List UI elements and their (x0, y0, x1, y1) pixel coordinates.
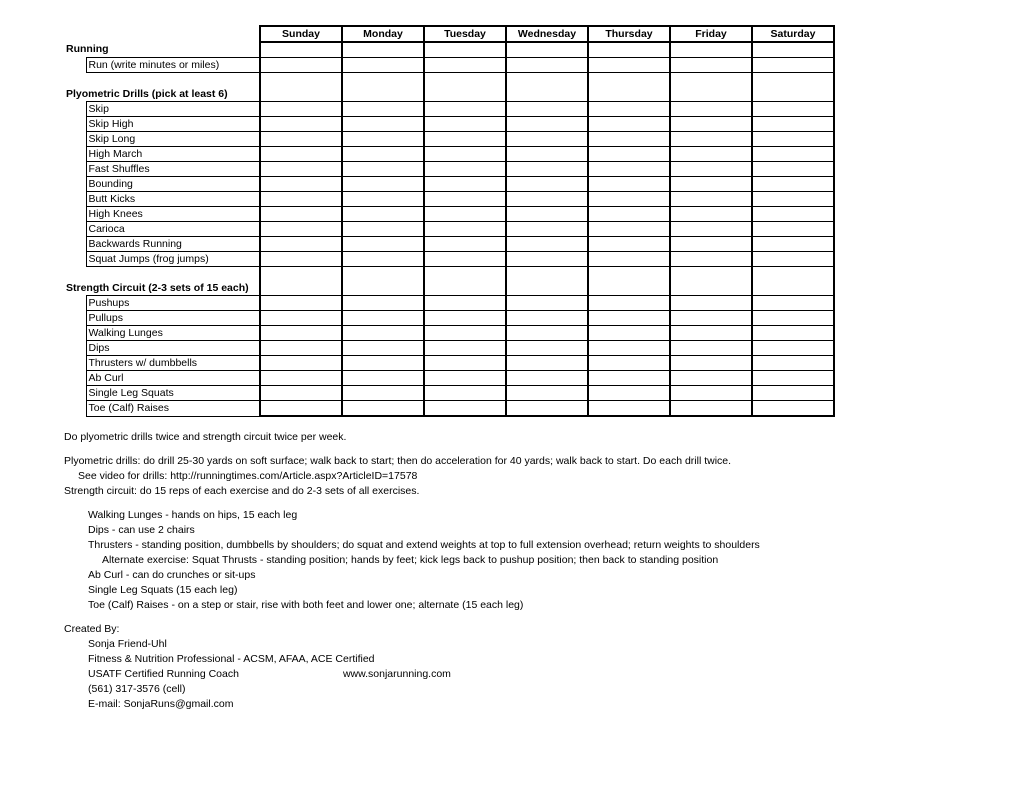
author-coach-line (64, 667, 994, 682)
day-entry-cell[interactable] (342, 341, 424, 356)
day-entry-cell[interactable] (424, 371, 506, 386)
day-entry-cell[interactable] (260, 132, 342, 147)
day-entry-cell[interactable] (506, 371, 588, 386)
day-entry-cell[interactable] (588, 147, 670, 162)
author-email: E-mail: SonjaRuns@gmail.com (88, 698, 234, 710)
day-entry-cell[interactable] (424, 117, 506, 132)
day-entry-cell[interactable] (424, 73, 506, 88)
day-entry-cell[interactable] (588, 102, 670, 117)
exercise-row (64, 326, 834, 341)
exercise-label: Run (write minutes or miles) (86, 58, 260, 73)
day-entry-cell[interactable] (506, 296, 588, 311)
exercise-label: Pullups (86, 311, 260, 326)
day-entry-cell[interactable] (260, 222, 342, 237)
day-entry-cell[interactable] (506, 132, 588, 147)
day-entry-cell[interactable] (670, 132, 752, 147)
day-entry-cell[interactable] (342, 326, 424, 341)
exercise-row (64, 386, 834, 401)
day-entry-cell[interactable] (260, 326, 342, 341)
day-header: Friday (670, 26, 752, 42)
day-entry-cell[interactable] (588, 296, 670, 311)
day-entry-cell[interactable] (752, 147, 834, 162)
day-entry-cell[interactable] (588, 117, 670, 132)
day-entry-cell[interactable] (752, 87, 834, 102)
day-entry-cell[interactable] (752, 117, 834, 132)
day-entry-cell[interactable] (342, 386, 424, 401)
day-header: Tuesday (424, 26, 506, 42)
day-entry-cell[interactable] (670, 237, 752, 252)
exercise-label: Butt Kicks (86, 192, 260, 207)
section-header-row (64, 281, 834, 296)
strength-instructions: Strength circuit: do 15 reps of each exercise and do 2-3 sets of all exercises. (64, 485, 420, 497)
section-title: Strength Circuit (2-3 sets of 15 each) (66, 281, 249, 294)
day-entry-cell[interactable] (752, 42, 834, 58)
day-entry-cell[interactable] (670, 162, 752, 177)
exercise-label: Pushups (86, 296, 260, 311)
day-entry-cell[interactable] (342, 356, 424, 371)
day-entry-cell[interactable] (424, 207, 506, 222)
day-entry-cell[interactable] (260, 296, 342, 311)
weekly-training-log (64, 25, 835, 417)
day-entry-cell[interactable] (588, 281, 670, 296)
day-entry-cell[interactable] (260, 42, 342, 58)
day-entry-cell[interactable] (506, 162, 588, 177)
section-header-row (64, 42, 834, 58)
section-title: Plyometric Drills (pick at least 6) (66, 87, 228, 100)
exercise-row (64, 401, 834, 417)
exercise-label: Ab Curl (86, 371, 260, 386)
created-by-label: Created By: (64, 623, 120, 635)
day-entry-cell[interactable] (506, 252, 588, 267)
day-entry-cell[interactable] (260, 147, 342, 162)
day-entry-cell[interactable] (260, 341, 342, 356)
day-entry-cell[interactable] (260, 73, 342, 88)
exercise-label: Toe (Calf) Raises (86, 401, 260, 417)
day-entry-cell[interactable] (752, 371, 834, 386)
day-header: Saturday (752, 26, 834, 42)
section-header-row (64, 87, 834, 102)
day-entry-cell[interactable] (342, 281, 424, 296)
day-entry-cell[interactable] (260, 117, 342, 132)
exercise-row (64, 341, 834, 356)
day-entry-cell[interactable] (342, 237, 424, 252)
day-entry-cell[interactable] (752, 192, 834, 207)
day-entry-cell[interactable] (588, 73, 670, 88)
day-entry-cell[interactable] (588, 162, 670, 177)
day-entry-cell[interactable] (424, 162, 506, 177)
day-entry-cell[interactable] (260, 267, 342, 282)
day-entry-cell[interactable] (670, 371, 752, 386)
day-entry-cell[interactable] (670, 311, 752, 326)
day-entry-cell[interactable] (342, 147, 424, 162)
day-entry-cell[interactable] (506, 267, 588, 282)
day-entry-cell[interactable] (506, 207, 588, 222)
day-entry-cell[interactable] (342, 296, 424, 311)
day-entry-cell[interactable] (752, 356, 834, 371)
day-entry-cell[interactable] (342, 207, 424, 222)
day-entry-cell[interactable] (260, 192, 342, 207)
day-entry-cell[interactable] (260, 177, 342, 192)
day-entry-cell[interactable] (424, 222, 506, 237)
exercise-row (64, 58, 834, 73)
day-entry-cell[interactable] (342, 87, 424, 102)
exercise-row (64, 371, 834, 386)
day-entry-cell[interactable] (506, 42, 588, 58)
exercise-row (64, 177, 834, 192)
exercise-label: High March (86, 147, 260, 162)
note-toe-raises: Toe (Calf) Raises - on a step or stair, rise with both feet and lower one; alternate (15 each leg) (88, 599, 524, 611)
day-entry-cell[interactable] (670, 281, 752, 296)
day-entry-cell[interactable] (506, 281, 588, 296)
day-entry-cell[interactable] (588, 42, 670, 58)
day-entry-cell[interactable] (342, 73, 424, 88)
day-entry-cell[interactable] (670, 207, 752, 222)
exercise-label: Squat Jumps (frog jumps) (86, 252, 260, 267)
day-entry-cell[interactable] (752, 401, 834, 417)
day-entry-cell[interactable] (424, 281, 506, 296)
day-entry-cell[interactable] (588, 132, 670, 147)
day-entry-cell[interactable] (424, 341, 506, 356)
exercise-row (64, 102, 834, 117)
day-entry-cell[interactable] (588, 87, 670, 102)
exercise-label: Single Leg Squats (86, 386, 260, 401)
day-entry-cell[interactable] (424, 177, 506, 192)
day-entry-cell[interactable] (342, 192, 424, 207)
day-entry-cell[interactable] (424, 102, 506, 117)
day-entry-cell[interactable] (506, 87, 588, 102)
day-entry-cell[interactable] (342, 401, 424, 417)
day-entry-cell[interactable] (752, 58, 834, 73)
day-header: Sunday (260, 26, 342, 42)
day-entry-cell[interactable] (506, 147, 588, 162)
day-entry-cell[interactable] (752, 296, 834, 311)
day-entry-cell[interactable] (424, 252, 506, 267)
note-thrusters: Thrusters - standing position, dumbbells by shoulders; do squat and extend weights at top to full extension overhead; return weights to shoulders (88, 539, 760, 551)
day-entry-cell[interactable] (342, 267, 424, 282)
author-name: Sonja Friend-Uhl (88, 638, 167, 650)
day-entry-cell[interactable] (670, 58, 752, 73)
note-walking-lunges: Walking Lunges - hands on hips, 15 each leg (88, 509, 298, 521)
day-entry-cell[interactable] (670, 147, 752, 162)
day-entry-cell[interactable] (342, 177, 424, 192)
author-credential: Fitness & Nutrition Professional - ACSM, AFAA, ACE Certified (88, 653, 375, 665)
day-entry-cell[interactable] (752, 341, 834, 356)
day-entry-cell[interactable] (588, 252, 670, 267)
exercise-label: Carioca (86, 222, 260, 237)
day-entry-cell[interactable] (424, 237, 506, 252)
note-dips: Dips - can use 2 chairs (88, 524, 195, 536)
day-entry-cell[interactable] (752, 326, 834, 341)
day-entry-cell[interactable] (588, 356, 670, 371)
day-entry-cell[interactable] (424, 326, 506, 341)
day-entry-cell[interactable] (588, 192, 670, 207)
day-entry-cell[interactable] (260, 371, 342, 386)
day-entry-cell[interactable] (506, 58, 588, 73)
day-entry-cell[interactable] (260, 356, 342, 371)
exercise-row (64, 356, 834, 371)
day-entry-cell[interactable] (342, 252, 424, 267)
day-entry-cell[interactable] (424, 356, 506, 371)
exercise-row (64, 192, 834, 207)
day-entry-cell[interactable] (588, 371, 670, 386)
day-entry-cell[interactable] (588, 341, 670, 356)
day-entry-cell[interactable] (670, 192, 752, 207)
day-entry-cell[interactable] (424, 58, 506, 73)
day-entry-cell[interactable] (260, 311, 342, 326)
day-entry-cell[interactable] (260, 87, 342, 102)
day-entry-cell[interactable] (588, 177, 670, 192)
day-entry-cell[interactable] (260, 401, 342, 417)
day-entry-cell[interactable] (424, 87, 506, 102)
day-entry-cell[interactable] (670, 87, 752, 102)
day-entry-cell[interactable] (752, 162, 834, 177)
day-entry-cell[interactable] (752, 252, 834, 267)
day-entry-cell[interactable] (506, 326, 588, 341)
day-entry-cell[interactable] (342, 222, 424, 237)
day-entry-cell[interactable] (752, 207, 834, 222)
day-entry-cell[interactable] (670, 386, 752, 401)
note-single-leg-squats: Single Leg Squats (15 each leg) (88, 584, 238, 596)
day-entry-cell[interactable] (752, 281, 834, 296)
day-entry-cell[interactable] (588, 267, 670, 282)
day-entry-cell[interactable] (260, 386, 342, 401)
day-entry-cell[interactable] (424, 401, 506, 417)
exercise-row (64, 252, 834, 267)
day-entry-cell[interactable] (424, 267, 506, 282)
exercise-label: Skip (86, 102, 260, 117)
day-entry-cell[interactable] (670, 222, 752, 237)
day-entry-cell[interactable] (670, 356, 752, 371)
exercise-label: Thrusters w/ dumbbells (86, 356, 260, 371)
day-entry-cell[interactable] (424, 42, 506, 58)
day-entry-cell[interactable] (506, 356, 588, 371)
day-entry-cell[interactable] (342, 117, 424, 132)
exercise-row (64, 132, 834, 147)
day-entry-cell[interactable] (506, 341, 588, 356)
day-entry-cell[interactable] (670, 177, 752, 192)
day-entry-cell[interactable] (342, 162, 424, 177)
day-entry-cell[interactable] (670, 42, 752, 58)
exercise-label: Skip Long (86, 132, 260, 147)
author-phone: (561) 317-3576 (cell) (88, 683, 186, 695)
day-entry-cell[interactable] (506, 177, 588, 192)
exercise-label: Walking Lunges (86, 326, 260, 341)
exercise-row (64, 147, 834, 162)
day-entry-cell[interactable] (752, 102, 834, 117)
exercise-label: High Knees (86, 207, 260, 222)
day-entry-cell[interactable] (670, 341, 752, 356)
day-entry-cell[interactable] (506, 117, 588, 132)
exercise-row (64, 117, 834, 132)
section-title: Running (66, 43, 109, 55)
day-entry-cell[interactable] (506, 222, 588, 237)
exercise-row (64, 222, 834, 237)
day-entry-cell[interactable] (342, 58, 424, 73)
frequency-note: Do plyometric drills twice and strength circuit twice per week. (64, 431, 347, 443)
day-entry-cell[interactable] (424, 311, 506, 326)
exercise-label: Fast Shuffles (86, 162, 260, 177)
day-entry-cell[interactable] (670, 117, 752, 132)
day-entry-cell[interactable] (588, 386, 670, 401)
note-ab-curl: Ab Curl - can do crunches or sit-ups (88, 569, 256, 581)
day-entry-cell[interactable] (506, 401, 588, 417)
day-entry-cell[interactable] (752, 177, 834, 192)
website-link[interactable]: www.sonjarunning.com (342, 668, 451, 680)
day-entry-cell[interactable] (588, 237, 670, 252)
day-entry-cell[interactable] (752, 311, 834, 326)
day-entry-cell[interactable] (588, 326, 670, 341)
exercise-label: Bounding (86, 177, 260, 192)
day-entry-cell[interactable] (588, 207, 670, 222)
exercise-row (64, 237, 834, 252)
exercise-row (64, 162, 834, 177)
day-entry-cell[interactable] (670, 296, 752, 311)
day-entry-cell[interactable] (752, 267, 834, 282)
day-entry-cell[interactable] (588, 311, 670, 326)
day-entry-cell[interactable] (260, 252, 342, 267)
plyo-instructions: Plyometric drills: do drill 25-30 yards on soft surface; walk back to start; then do acceleration for 40 yards; walk back to start. Do each drill twice. (64, 455, 732, 467)
exercise-label: Skip High (86, 117, 260, 132)
exercise-row (64, 296, 834, 311)
author-credential: USATF Certified Running Coach (88, 668, 239, 680)
day-entry-cell[interactable] (752, 222, 834, 237)
day-entry-cell[interactable] (670, 102, 752, 117)
day-entry-cell[interactable] (260, 281, 342, 296)
day-entry-cell[interactable] (260, 58, 342, 73)
day-entry-cell[interactable] (506, 386, 588, 401)
day-header: Thursday (588, 26, 670, 42)
day-entry-cell[interactable] (506, 311, 588, 326)
exercise-row (64, 311, 834, 326)
video-link-note: See video for drills: http://runningtimes.com/Article.aspx?ArticleID=17578 (78, 470, 418, 482)
day-entry-cell[interactable] (752, 132, 834, 147)
day-entry-cell[interactable] (342, 102, 424, 117)
day-entry-cell[interactable] (588, 58, 670, 73)
day-entry-cell[interactable] (342, 311, 424, 326)
day-entry-cell[interactable] (260, 162, 342, 177)
day-entry-cell[interactable] (260, 237, 342, 252)
day-entry-cell[interactable] (670, 326, 752, 341)
day-entry-cell[interactable] (752, 73, 834, 88)
day-entry-cell[interactable] (670, 401, 752, 417)
day-entry-cell[interactable] (752, 237, 834, 252)
day-header: Monday (342, 26, 424, 42)
log-body (64, 42, 834, 416)
day-entry-cell[interactable] (752, 386, 834, 401)
note-alternate-exercise: Alternate exercise: Squat Thrusts - standing position; hands by feet; kick legs back to pushup position; then back to standing position (102, 554, 719, 566)
day-entry-cell[interactable] (424, 147, 506, 162)
day-entry-cell[interactable] (424, 386, 506, 401)
exercise-row (64, 207, 834, 222)
day-entry-cell[interactable] (506, 237, 588, 252)
day-header-row (64, 26, 834, 42)
day-header: Wednesday (506, 26, 588, 42)
day-entry-cell[interactable] (506, 192, 588, 207)
instructions-notes (64, 430, 994, 712)
exercise-label: Dips (86, 341, 260, 356)
day-entry-cell[interactable] (424, 296, 506, 311)
day-entry-cell[interactable] (342, 42, 424, 58)
exercise-label: Backwards Running (86, 237, 260, 252)
day-entry-cell[interactable] (424, 192, 506, 207)
day-entry-cell[interactable] (260, 207, 342, 222)
day-entry-cell[interactable] (670, 73, 752, 88)
day-entry-cell[interactable] (506, 102, 588, 117)
day-entry-cell[interactable] (670, 267, 752, 282)
day-entry-cell[interactable] (424, 132, 506, 147)
day-entry-cell[interactable] (342, 132, 424, 147)
day-entry-cell[interactable] (342, 371, 424, 386)
day-entry-cell[interactable] (670, 252, 752, 267)
day-entry-cell[interactable] (260, 102, 342, 117)
day-entry-cell[interactable] (588, 401, 670, 417)
day-entry-cell[interactable] (588, 222, 670, 237)
day-entry-cell[interactable] (506, 73, 588, 88)
